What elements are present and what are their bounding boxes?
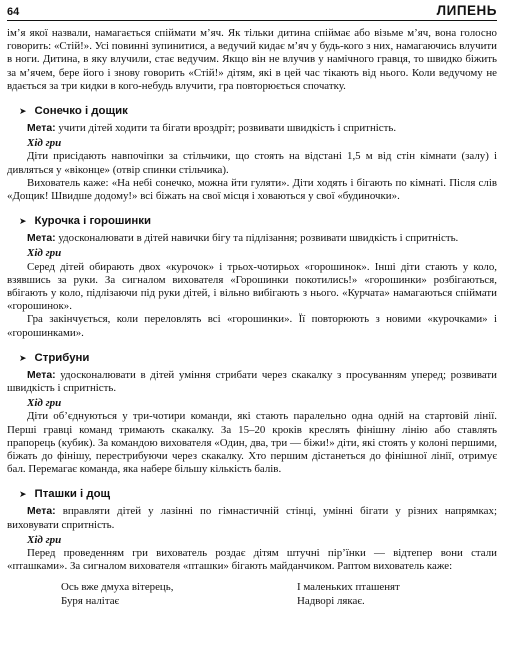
section-goal bbox=[7, 122, 497, 135]
poem bbox=[61, 580, 497, 608]
poem-right-column bbox=[297, 580, 497, 608]
section-paragraph: Серед дітей обирають двох «курочок» і трьох-чотирьох «горошинок». Інші діти стають у коло, взявшись за руки. За сигналом вихователя «Горошинки покотились!» «горошинки» розбігаються, вбігають у коло, підлізаючи під руки дітей, і вільно вибігають з нього. «Курчата» намагаються спіймати «горошинок». bbox=[7, 260, 497, 313]
goal-label: Мета: bbox=[27, 123, 56, 135]
goal-text: вправляти дітей у лазінні по гімнастичній стінці, умінні бігати у різних напрямках; виховувати спритність. bbox=[7, 505, 497, 531]
goal-label: Мета: bbox=[27, 369, 56, 381]
section-title-text: Стрибуни bbox=[34, 351, 90, 364]
section-title bbox=[19, 487, 497, 501]
section-title-text: Сонечко і дощик bbox=[34, 105, 128, 118]
goal-label: Мета: bbox=[27, 233, 56, 245]
goal-text: учити дітей ходити та бігати вроздріт; розвивати швидкість і спритність. bbox=[58, 122, 397, 135]
game-section-sonechko bbox=[7, 104, 497, 203]
game-progress-heading: Хід гри bbox=[27, 137, 62, 150]
intro-paragraph: ім’я якої назвали, намагається спіймати м’яч. Як тільки дитина спіймає або візьме м’яч, вона голосно говорить: «Стій!». Усі повинні зупинитися, а ведучий кидає м’яч у будь-кого з них, намагаючись влучити в ноги. Дитина, в яку влучили, стає ведучим. Якщо він не влучив у намічного гравця, то швидко біжить за м’ячем, бере його і знову говорить «Стій!» дітям, які в цей час тікають від нього. Коли ведучому не вдається за три кидки в кого-небудь влучити, гра повторюється спочатку. bbox=[7, 27, 497, 92]
game-progress-heading: Хід гри bbox=[27, 397, 62, 410]
section-paragraph: Гра закінчується, коли переловлять всі «горошинки». Її повторюють з новими «курочками» і «горошинками». bbox=[7, 313, 497, 339]
game-progress-heading: Хід гри bbox=[27, 247, 62, 260]
arrow-icon: ➤ bbox=[19, 489, 27, 500]
page-number: 64 bbox=[7, 6, 20, 18]
section-title bbox=[19, 214, 497, 228]
section-title-text: Пташки і дощ bbox=[34, 488, 111, 501]
game-progress-heading: Хід гри bbox=[27, 533, 62, 546]
section-title bbox=[19, 104, 497, 118]
poem-left-column bbox=[61, 580, 261, 608]
section-paragraph: Діти об’єднуються у три-чотири команди, які стають паралельно одна одній на стартовій лінії. Перші гравці команд тримають скакалку. За 15–20 кроків креслять фінішну лінію або ставлять прапорець (кубик). За командою вихователя «Один, два, три — біжи!» діти, які стоять у колоні першими, біжать до фінішу, перестрибуючи через скакалку. Хто першим дістанеться до фінішної лінії, отримує бал. Перемагає команда, яка набере більшу кількість балів. bbox=[7, 410, 497, 476]
poem-line: Надворі лякає. bbox=[297, 594, 365, 607]
section-goal bbox=[7, 505, 497, 531]
poem-line: І маленьких пташенят bbox=[297, 580, 400, 593]
section-title-text: Курочка і горошинки bbox=[34, 215, 152, 228]
section-goal bbox=[7, 232, 497, 245]
game-section-strybuny bbox=[7, 351, 497, 477]
poem-line: Ось вже дмуха вітерець, bbox=[61, 580, 174, 593]
section-title bbox=[19, 351, 497, 365]
game-section-ptashky bbox=[7, 487, 497, 607]
goal-text: удосконалювати в дітей навички бігу та підлізання; розвивати швидкість і спритність. bbox=[58, 232, 459, 245]
goal-text: удосконалювати в дітей уміння стрибати через скакалку з просуванням уперед; розвивати швидкість і спритність. bbox=[7, 368, 497, 395]
poem-line: Буря налітає bbox=[61, 594, 120, 607]
section-paragraph: Перед проведенням гри вихователь роздає дітям штучні пір’їнки — відтепер вони стали «пташками». За сигналом вихователя «пташки» бігають майданчиком. Раптом вихователь каже: bbox=[7, 547, 497, 573]
arrow-icon: ➤ bbox=[19, 106, 27, 117]
section-paragraph: Вихователь каже: «На небі сонечко, можна йти гуляти». Діти ходять і бігають по кімнаті. Після слів «Дощик! Швидше додому!» всі біжать на свої місця і ховаються у свої «будиночки». bbox=[7, 176, 497, 203]
section-paragraph: Діти присідають навпочіпки за стільчики, що стоять на відстані 1,5 м від стін кімнати (залу) і дивляться у «віконце» (отвір спинки стільчика). bbox=[7, 150, 497, 176]
game-section-kurochka bbox=[7, 214, 497, 340]
goal-label: Мета: bbox=[27, 506, 56, 518]
arrow-icon: ➤ bbox=[19, 216, 27, 227]
running-title: ЛИПЕНЬ bbox=[436, 3, 497, 18]
section-goal bbox=[7, 369, 497, 395]
arrow-icon: ➤ bbox=[19, 352, 27, 363]
page-header bbox=[7, 0, 497, 21]
